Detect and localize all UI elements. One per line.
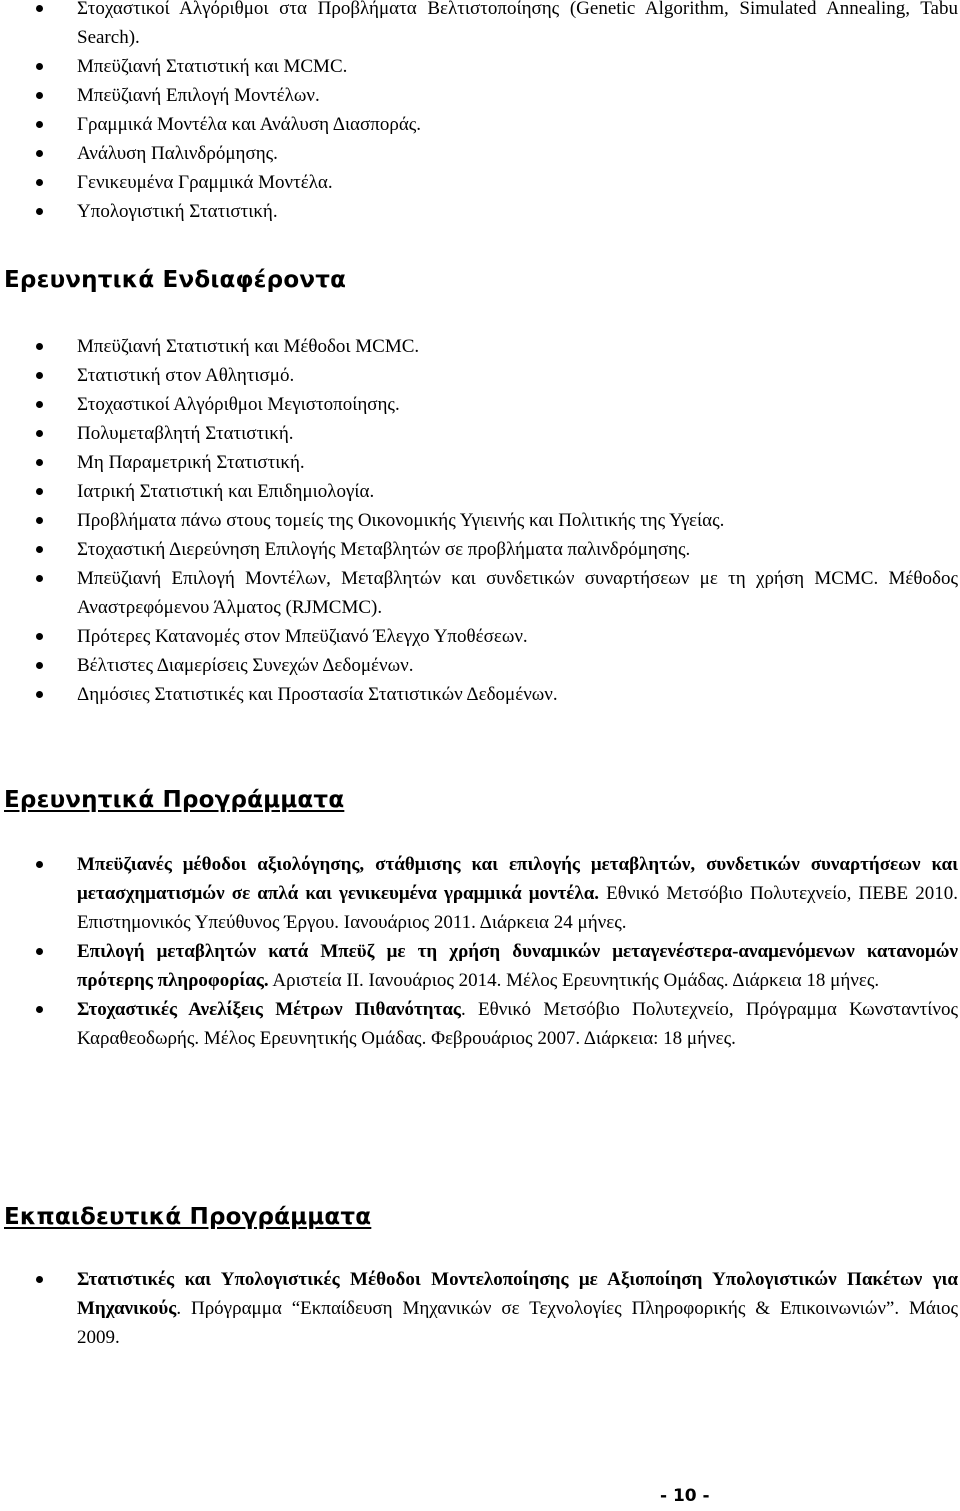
bullet-icon: [36, 1276, 43, 1283]
list-item: Προβλήματα πάνω στους τομείς της Οικονομικής Υγιεινής και Πολιτικής της Υγείας.: [0, 506, 960, 535]
list-item: Στοχαστική Διερεύνηση Επιλογής Μεταβλητών σε προβλήματα παλινδρόμησης.: [0, 535, 960, 564]
list-item: Ιατρική Στατιστική και Επιδημιολογία.: [0, 477, 960, 506]
program-title: Μπεϋζιανές μέθοδοι αξιολόγησης, στάθμισης και επιλογής μεταβλητών, συνδετικών συναρτήσεων και μετασχηματισμών σε απλά και γενικευμένα γραμμικά μοντέλα.: [77, 854, 958, 904]
list-item: Μπεϋζιανή Επιλογή Μοντέλων, Μεταβλητών και συνδετικών συναρτήσεων με τη χρήση MCMC. Μέθοδος Αναστρεφόμενου Άλματος (RJMCMC).: [0, 564, 960, 622]
list-item: Δημόσιες Στατιστικές και Προστασία Στατιστικών Δεδομένων.: [0, 680, 960, 709]
list-item: Ανάλυση Παλινδρόμησης.: [0, 139, 960, 168]
bullet-icon: [36, 150, 43, 157]
list-item: Γενικευμένα Γραμμικά Μοντέλα.: [0, 168, 960, 197]
list-item: Στοχαστικοί Αλγόριθμοι στα Προβλήματα Βελτιστοποίησης (Genetic Algorithm, Simulated Annealing, Tabu Search).: [0, 0, 960, 52]
research-programs-heading: Ερευνητικά Προγράμματα: [4, 787, 345, 813]
list-item: Μπεϋζιανή Επιλογή Μοντέλων.: [0, 81, 960, 110]
list-item: [0, 937, 960, 995]
research-interests-heading: Ερευνητικά Ενδιαφέροντα: [4, 267, 347, 293]
list-item: Βέλτιστες Διαμερίσεις Συνεχών Δεδομένων.: [0, 651, 960, 680]
education-programs-list: [0, 1265, 960, 1352]
list-item: Μπεϋζιανή Στατιστική και MCMC.: [0, 52, 960, 81]
list-item: Στατιστική στον Αθλητισμό.: [0, 361, 960, 390]
list-item: Γραμμικά Μοντέλα και Ανάλυση Διασποράς.: [0, 110, 960, 139]
top-course-list: [0, 0, 960, 226]
bullet-icon: [36, 662, 43, 669]
list-item: Μη Παραμετρική Στατιστική.: [0, 448, 960, 477]
list-item: [0, 995, 960, 1053]
bullet-icon: [36, 517, 43, 524]
bullet-icon: [36, 63, 43, 70]
bullet-icon: [36, 1006, 43, 1013]
program-details: . Πρόγραμμα “Εκπαίδευση Μηχανικών σε Τεχνολογίες Πληροφορικής & Επικοινωνιών”. Μάιος 2009.: [77, 1298, 958, 1348]
bullet-icon: [36, 488, 43, 495]
bullet-icon: [36, 5, 43, 12]
bullet-icon: [36, 861, 43, 868]
education-programs-heading: Εκπαιδευτικά Προγράμματα: [4, 1204, 372, 1230]
bullet-icon: [36, 459, 43, 466]
bullet-icon: [36, 948, 43, 955]
bullet-icon: [36, 179, 43, 186]
program-title: Στοχαστικές Ανελίξεις Μέτρων Πιθανότητας: [77, 999, 461, 1020]
bullet-icon: [36, 691, 43, 698]
bullet-icon: [36, 92, 43, 99]
research-interests-list: [0, 332, 960, 709]
list-item: Πρότερες Κατανομές στον Μπεϋζιανό Έλεγχο Υποθέσεων.: [0, 622, 960, 651]
program-title: Επιλογή μεταβλητών κατά Μπεϋζ με τη χρήση δυναμικών μεταγενέστερα-αναμενόμενων κατανομών πρότερης πληροφορίας.: [77, 941, 958, 991]
list-item: [0, 850, 960, 937]
program-details: Αριστεία ΙΙ. Ιανουάριος 2014. Μέλος Ερευνητικής Ομάδας. Διάρκεια 18 μήνες.: [268, 970, 880, 991]
bullet-icon: [36, 372, 43, 379]
program-details: Εθνικό Μετσόβιο Πολυτεχνείο, ΠΕΒΕ 2010. Επιστημονικός Υπεύθυνος Έργου. Ιανουάριος 2011. Διάρκεια 24 μήνες.: [77, 883, 958, 933]
bullet-icon: [36, 546, 43, 553]
bullet-icon: [36, 575, 43, 582]
bullet-icon: [36, 401, 43, 408]
bullet-icon: [36, 633, 43, 640]
program-title: Στατιστικές και Υπολογιστικές Μέθοδοι Μοντελοποίησης με Αξιοποίηση Υπολογιστικών Πακέτων για Μηχανικούς: [77, 1269, 958, 1319]
list-item: Στοχαστικοί Αλγόριθμοι Μεγιστοποίησης.: [0, 390, 960, 419]
list-item: Υπολογιστική Στατιστική.: [0, 197, 960, 226]
page-number: - 10 -: [660, 1486, 710, 1506]
list-item: [0, 1265, 960, 1352]
bullet-icon: [36, 343, 43, 350]
list-item: Μπεϋζιανή Στατιστική και Μέθοδοι MCMC.: [0, 332, 960, 361]
bullet-icon: [36, 208, 43, 215]
list-item: Πολυμεταβλητή Στατιστική.: [0, 419, 960, 448]
research-programs-list: [0, 850, 960, 1053]
bullet-icon: [36, 430, 43, 437]
program-details: . Εθνικό Μετσόβιο Πολυτεχνείο, Πρόγραμμα Κωνσταντίνος Καραθεοδωρής. Μέλος Ερευνητικής Ομάδας. Φεβρουάριος 2007. Διάρκεια: 18 μήνες.: [77, 999, 958, 1049]
bullet-icon: [36, 121, 43, 128]
